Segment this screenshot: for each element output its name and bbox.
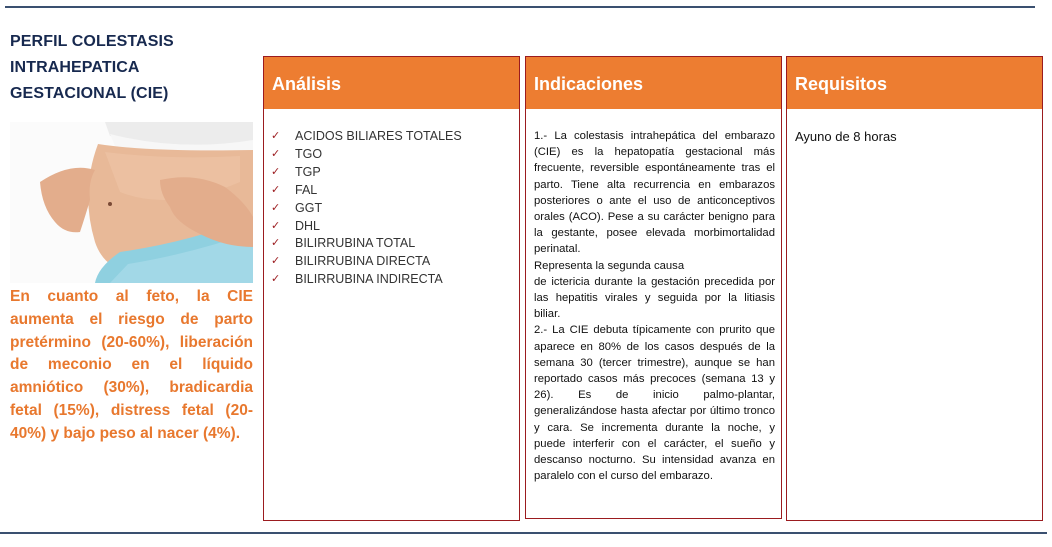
analisis-item-label: BILIRRUBINA TOTAL	[295, 236, 416, 251]
check-icon: ✓	[271, 183, 281, 196]
list-item	[271, 253, 519, 271]
analisis-item-label: GGT	[295, 200, 323, 215]
indicaciones-paragraph-3: de ictericia durante la gestación precedida por las hepatitis virales y seguida por la litiasis biliar.	[534, 275, 775, 321]
page-title: PERFIL COLESTASIS INTRAHEPATICA GESTACIONAL (CIE)	[10, 33, 174, 102]
analisis-item-label: BILIRRUBINA INDIRECTA	[295, 272, 443, 287]
analisis-item-label: ACIDOS BILIARES TOTALES	[295, 129, 462, 143]
analisis-list	[264, 109, 519, 289]
analisis-panel	[263, 56, 520, 521]
bottom-divider	[0, 532, 1047, 534]
analisis-item-label: TGP	[295, 164, 321, 179]
indicaciones-panel	[525, 56, 782, 519]
list-item	[271, 182, 519, 200]
pregnant-belly-photo	[10, 122, 253, 283]
pregnant-belly-scratching-photo-icon	[10, 122, 253, 283]
check-icon: ✓	[271, 130, 281, 142]
list-item	[271, 200, 519, 218]
list-item	[271, 164, 519, 182]
analisis-header: Análisis	[264, 57, 519, 109]
list-item	[271, 235, 519, 253]
list-item	[271, 271, 519, 289]
analisis-item-label: TGO	[295, 146, 323, 161]
list-item	[271, 146, 519, 164]
requisitos-header: Requisitos	[787, 57, 1042, 109]
indicaciones-paragraph-1: 1.- La colestasis intrahepática del embarazo (CIE) es la hepatopatía gestacional más frecuente, reversible espontáneamente tras el parto. Tiene alta recurrencia en embarazos posteriores o ante el uso de anticonceptivos orales (ACO). Pese a su carácter benigno para la gestante, posee elevada morbimortalidad perinatal.	[534, 130, 775, 256]
check-icon: ✓	[271, 165, 281, 178]
check-icon: ✓	[271, 201, 281, 214]
list-item	[271, 218, 519, 236]
indicaciones-paragraph-4: 2.- La CIE debuta típicamente con prurito que aparece en 80% de los casos después de la semana 30 (tercer trimestre), aunque se han reportado casos más precoces (semana 13 y 26). Es de inicio palmo-plantar, generalizándose hasta afectar por último tronco y cara. Se incrementa durante la noche, y puede interferir con el carácter, el sueño y descanso nocturno. Su intensidad avanza en paralelo con el curso del embarazo.	[534, 324, 775, 483]
indicaciones-header: Indicaciones	[526, 57, 781, 109]
indicaciones-body	[526, 109, 781, 484]
analisis-item-label: FAL	[295, 182, 318, 197]
check-icon: ✓	[271, 255, 281, 268]
check-icon: ✓	[271, 237, 281, 250]
indicaciones-paragraph-2: Representa la segunda causa	[534, 259, 685, 272]
analisis-item-label: BILIRRUBINA DIRECTA	[295, 254, 431, 269]
requisitos-text: Ayuno de 8 horas	[795, 129, 897, 144]
fetal-risk-summary: En cuanto al feto, la CIE aumenta el riesgo de parto pretérmino (20-60%), liberación de meconio en el líquido amniótico (30%), bradicardia fetal (15%), distress fetal (20-40%) y bajo peso al nacer (4%).	[10, 288, 253, 442]
analisis-item-label: DHL	[295, 218, 321, 233]
requisitos-panel	[786, 56, 1043, 521]
top-divider	[5, 6, 1035, 8]
list-item	[271, 128, 519, 146]
check-icon: ✓	[271, 219, 281, 232]
check-icon: ✓	[271, 147, 281, 160]
check-icon: ✓	[271, 273, 281, 286]
